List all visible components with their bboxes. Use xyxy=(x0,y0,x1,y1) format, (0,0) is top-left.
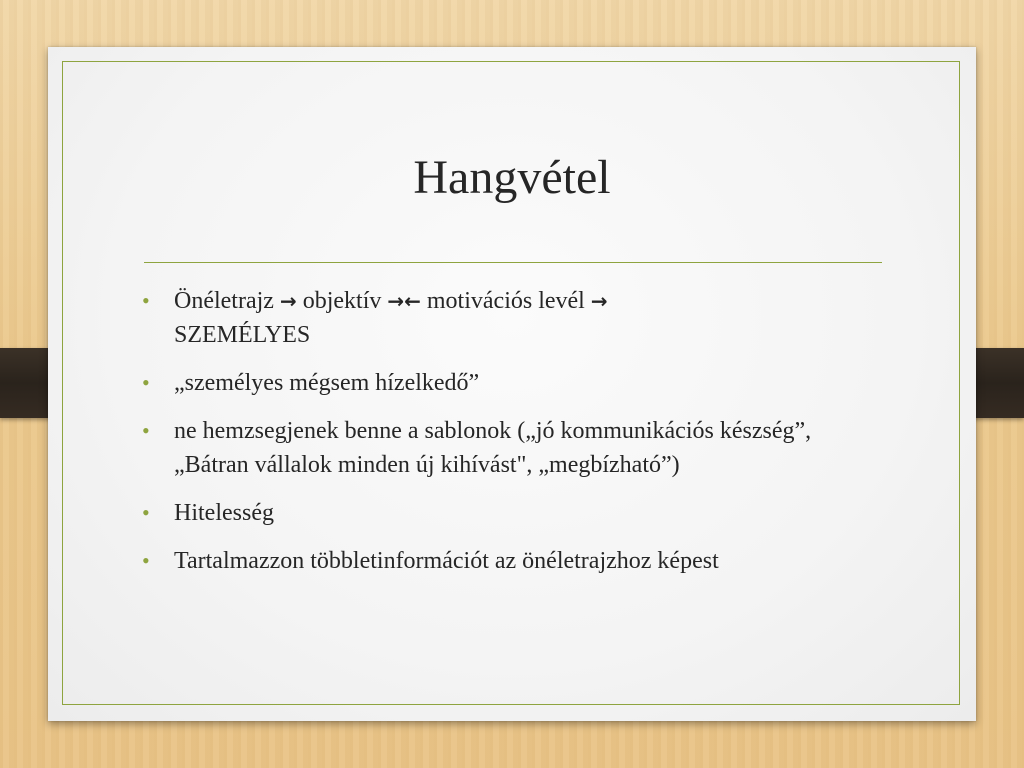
bullet-icon: • xyxy=(142,500,150,525)
bullet-4-text: Hitelesség xyxy=(174,500,274,526)
bullet-1-part-d: SZEMÉLYES xyxy=(174,322,311,348)
bullet-1-part-a: Önéletrajz xyxy=(174,288,274,314)
bullet-1-part-c: motivációs levél xyxy=(426,288,585,314)
slide-title: Hangvétel xyxy=(413,151,611,204)
arrow-right-icon: → xyxy=(590,289,608,313)
bullet-1-part-b: objektív xyxy=(302,288,382,314)
arrow-right-icon: → xyxy=(279,289,297,313)
title-divider xyxy=(144,262,882,263)
bullet-3-text: ne hemzsegjenek benne a sablonok („jó kommunikációs készség”, „Bátran vállalok minden új kihívást", „megbízható”) xyxy=(174,418,812,478)
bullet-2-text: „személyes mégsem hízelkedő” xyxy=(174,370,480,396)
bullet-icon: • xyxy=(142,370,150,395)
bullet-icon: • xyxy=(142,288,150,313)
bullet-item-4 xyxy=(140,496,880,530)
bullet-icon: • xyxy=(142,548,150,573)
bullet-item-5 xyxy=(140,544,880,578)
arrow-right-icon: → xyxy=(387,289,405,313)
bullet-item-2 xyxy=(140,366,880,400)
bullet-item-1 xyxy=(140,284,880,352)
bullet-item-3 xyxy=(140,414,880,482)
bullet-list xyxy=(140,284,880,592)
bullet-icon: • xyxy=(142,418,150,443)
arrow-left-icon: ← xyxy=(404,289,421,313)
bullet-5-text: Tartalmazzon többletinformációt az önéletrajzhoz képest xyxy=(174,548,719,574)
